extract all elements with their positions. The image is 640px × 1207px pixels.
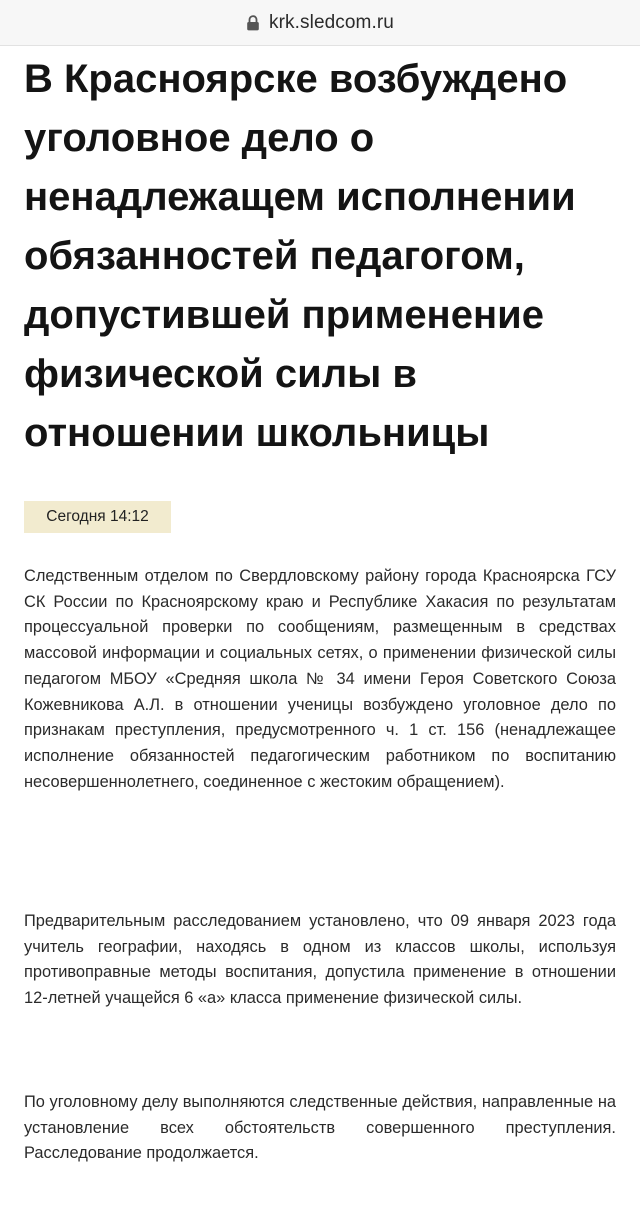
article-paragraph-2: Предварительным расследованием установлено, что 09 января 2023 года учитель географии, находясь в одном из классов школы, используя противоправные методы воспитания, допустила применение в отношении 12-летней учащейся 6 «а» класса применение физической силы. [24,912,616,1008]
article-paragraph-1: Следственным отделом по Свердловскому району города Красноярска ГСУ СК России по Красноярскому краю и Республике Хакасия по результатам процессуальной проверки по сообщениям, размещенным в средствах массовой информации и социальных сетях, о применении физической силы педагогом МБОУ «Средняя школа № 34 имени Героя Советского Союза Кожевникова А.Л. в отношении ученицы возбуждено уголовное дело по признакам преступления, предусмотренного ч. 1 ст. 156 (ненадлежащее исполнение обязанностей педагогическим работником по воспитанию несовершеннолетнего, соединенное с жестоким обращением). [24,567,616,791]
article-paragraph-3: По уголовному делу выполняются следственные действия, направленные на установление всех обстоятельств совершенного преступления. Расследование продолжается. [24,1093,616,1163]
lock-icon [246,15,260,31]
browser-address-bar[interactable] [0,0,640,46]
article-title: В Красноярске возбуждено уголовное дело о ненадлежащем исполнении обязанностей педагогом, допустившей применение физической силы в отношении школьницы [24,57,576,455]
date-badge: Сегодня 14:12 [24,501,171,533]
url-text[interactable]: krk.sledcom.ru [269,11,394,33]
